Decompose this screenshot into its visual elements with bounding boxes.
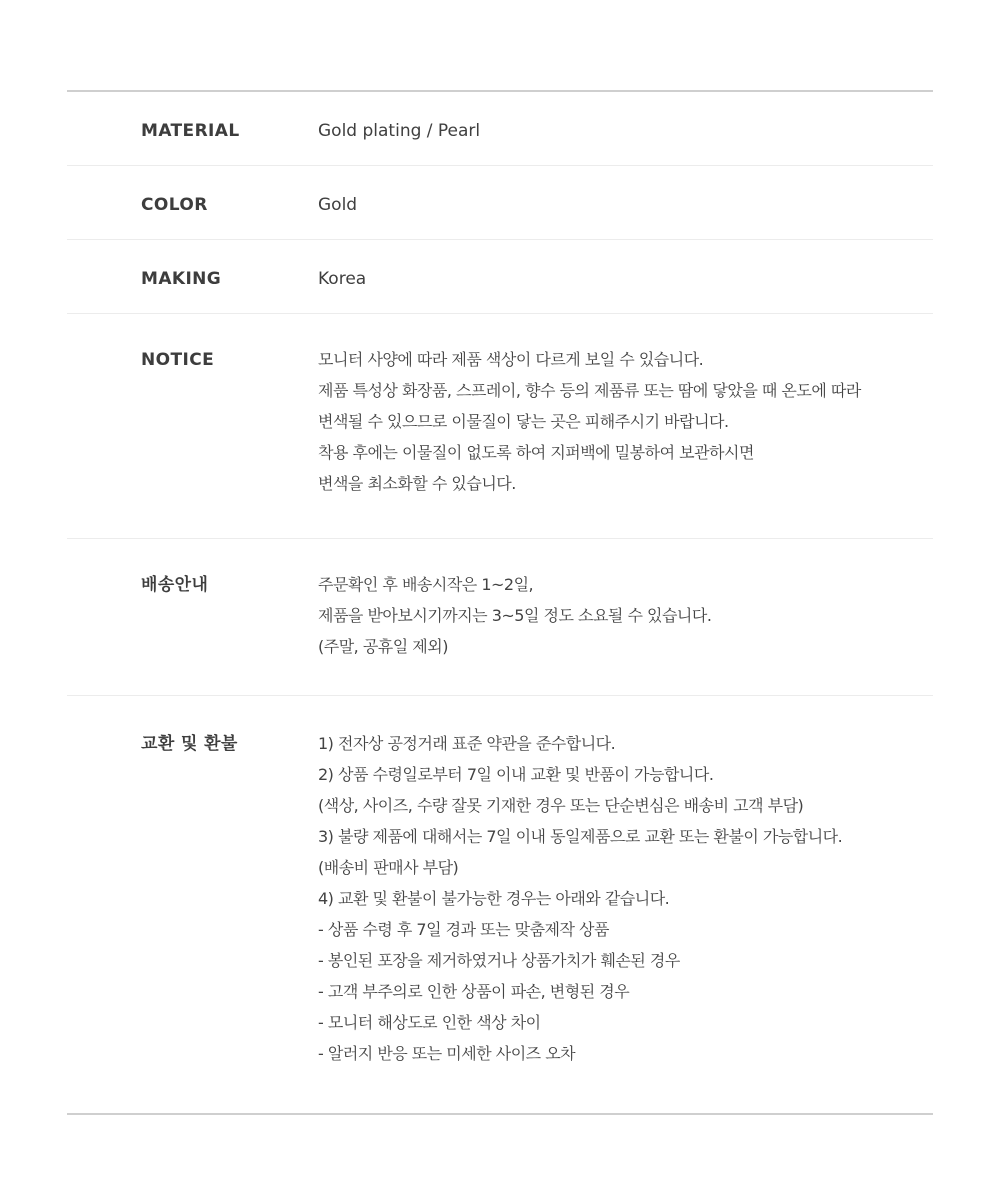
refund-line: 2) 상품 수령일로부터 7일 이내 교환 및 반품이 가능합니다.	[318, 765, 714, 784]
notice-line: 모니터 사양에 따라 제품 색상이 다르게 보일 수 있습니다.	[318, 350, 704, 369]
refund-line: (배송비 판매사 부담)	[318, 858, 459, 877]
notice-label: NOTICE	[141, 350, 215, 370]
notice-line: 제품 특성상 화장품, 스프레이, 향수 등의 제품류 또는 땀에 닿았을 때 온도에 따라	[318, 381, 861, 400]
delivery-line: 제품을 받아보시기까지는 3~5일 정도 소요될 수 있습니다.	[318, 606, 712, 625]
refund-line: 4) 교환 및 환불이 불가능한 경우는 아래와 같습니다.	[318, 889, 670, 908]
notice-line: 착용 후에는 이물질이 없도록 하여 지퍼백에 밀봉하여 보관하시면	[318, 443, 754, 462]
notice-line: 변색을 최소화할 수 있습니다.	[318, 474, 516, 493]
color-label: COLOR	[141, 195, 208, 215]
delivery-row	[67, 539, 933, 696]
making-value: Korea	[318, 269, 367, 289]
material-label: MATERIAL	[141, 121, 240, 141]
refund-line: 3) 불량 제품에 대해서는 7일 이내 동일제품으로 교환 또는 환불이 가능합니다.	[318, 827, 843, 846]
refund-text	[318, 728, 842, 1069]
material-row	[67, 92, 933, 166]
refund-line: - 고객 부주의로 인한 상품이 파손, 변형된 경우	[318, 982, 630, 1001]
making-row	[67, 240, 933, 314]
refund-row	[67, 696, 933, 1113]
delivery-label: 배송안내	[141, 575, 209, 595]
refund-line: - 봉인된 포장을 제거하였거나 상품가치가 훼손된 경우	[318, 951, 680, 970]
delivery-text	[318, 569, 711, 662]
making-label: MAKING	[141, 269, 222, 289]
notice-text	[318, 344, 861, 499]
refund-line: (색상, 사이즈, 수량 잘못 기재한 경우 또는 단순변심은 배송비 고객 부담)	[318, 796, 804, 815]
color-value: Gold	[318, 195, 358, 215]
refund-line: - 모니터 해상도로 인한 색상 차이	[318, 1013, 541, 1032]
notice-line: 변색될 수 있으므로 이물질이 닿는 곳은 피해주시기 바랍니다.	[318, 412, 729, 431]
refund-line: 1) 전자상 공정거래 표준 약관을 준수합니다.	[318, 734, 616, 753]
refund-line: - 알러지 반응 또는 미세한 사이즈 오차	[318, 1044, 576, 1063]
color-row	[67, 166, 933, 240]
refund-line: - 상품 수령 후 7일 경과 또는 맞춤제작 상품	[318, 920, 609, 939]
delivery-line: (주말, 공휴일 제외)	[318, 637, 448, 656]
product-info-table	[67, 90, 933, 1115]
notice-row	[67, 314, 933, 539]
material-value: Gold plating / Pearl	[318, 121, 481, 141]
delivery-line: 주문확인 후 배송시작은 1~2일,	[318, 575, 534, 594]
refund-label: 교환 및 환불	[141, 734, 238, 754]
